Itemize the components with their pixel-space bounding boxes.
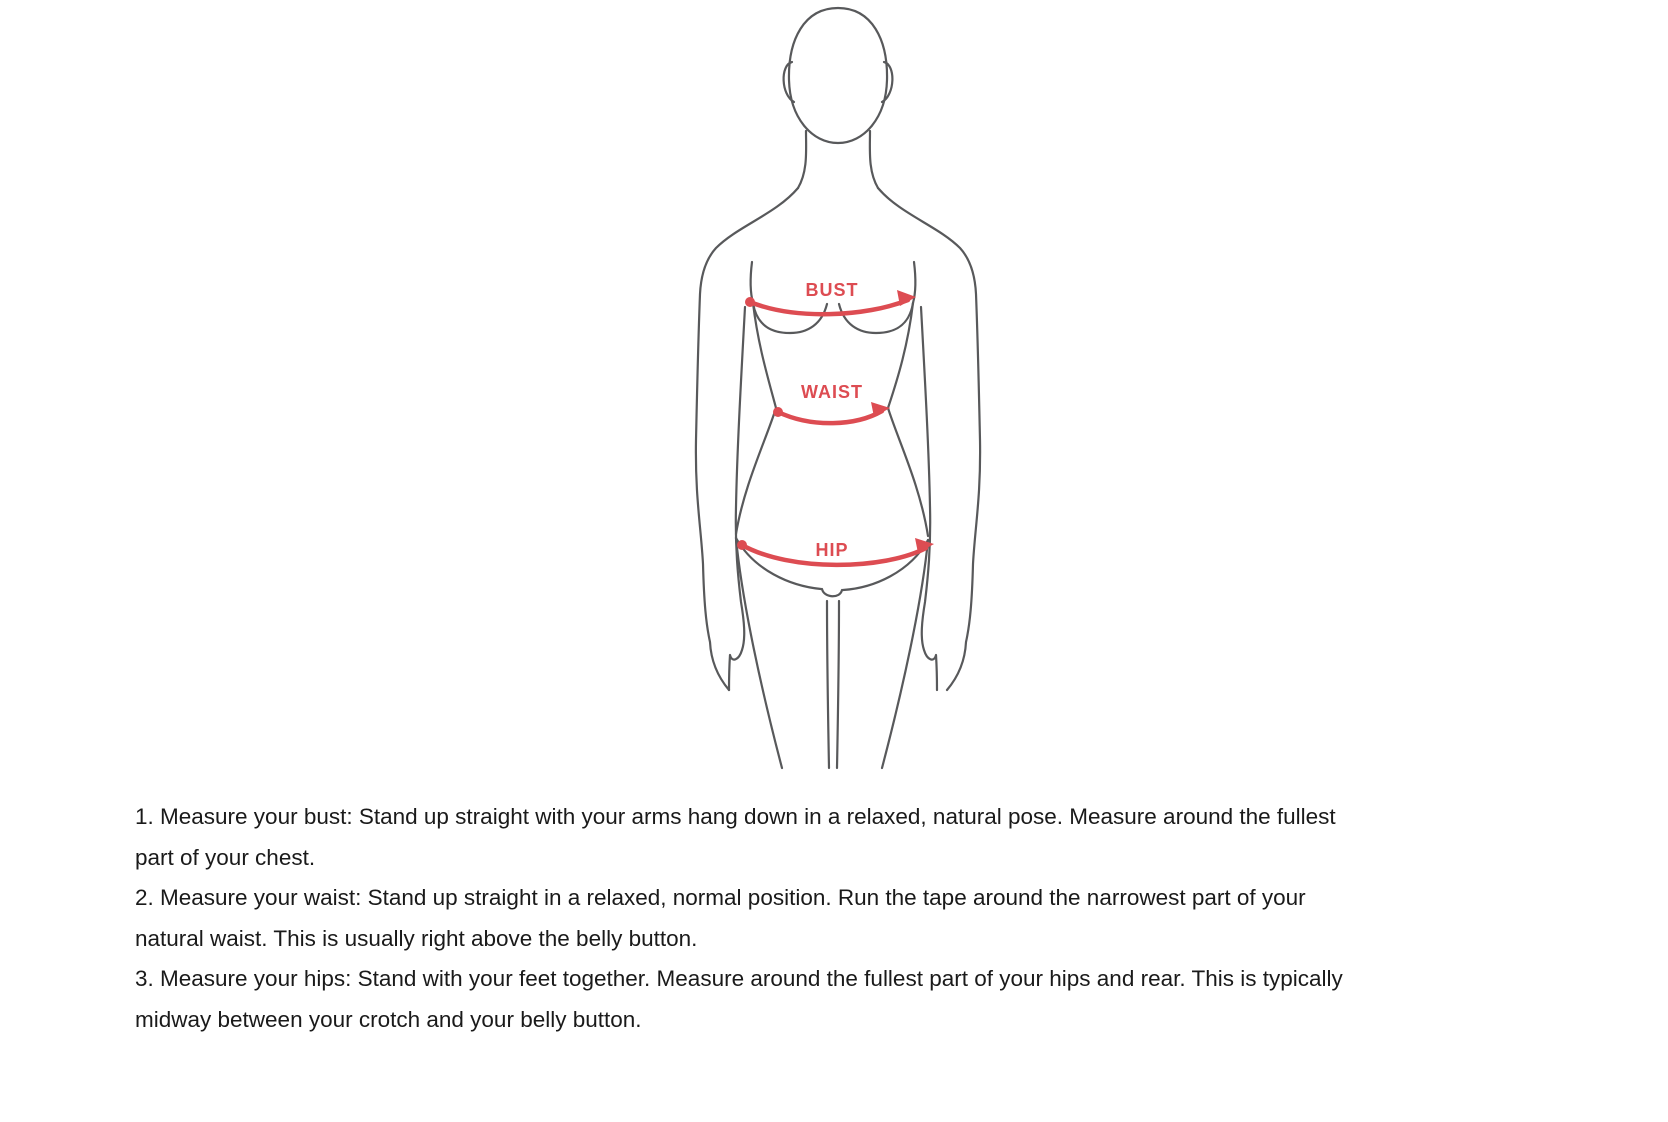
bust-label: BUST <box>805 280 859 300</box>
head-outline <box>789 8 887 143</box>
inner-thigh-right <box>837 601 839 768</box>
instruction-line: natural waist. This is usually right above the belly button. <box>135 925 698 951</box>
instruction-item-hips <box>135 959 1595 1040</box>
right-inner-arm-hand <box>921 307 937 690</box>
torso-right <box>888 303 913 408</box>
instruction-line: 2. Measure your waist: Stand up straight in a relaxed, normal position. Run the tape around the narrowest part of your <box>135 885 1306 911</box>
neck-left <box>798 131 806 188</box>
chest-top-left <box>751 262 753 303</box>
instruction-line: part of your chest. <box>135 844 316 870</box>
hip-measurement <box>737 538 934 565</box>
hip-label: HIP <box>815 540 849 560</box>
instruction-line: 1. Measure your bust: Stand up straight with your arms hang down in a relaxed, natural pose. Measure around the fullest <box>135 804 1336 829</box>
outer-thigh-right <box>882 540 928 768</box>
body-measurement-figure <box>630 0 1050 780</box>
bust-measurement <box>745 280 916 314</box>
bust-measurement-line <box>750 300 908 314</box>
left-inner-arm-hand <box>729 307 745 690</box>
torso-left <box>753 303 776 408</box>
instruction-line: 3. Measure your hips: Stand with your feet together. Measure around the fullest part of your hips and rear. This is typically <box>135 966 1343 992</box>
hip-flare-right <box>888 408 928 536</box>
waist-measurement-line <box>778 411 882 423</box>
waist-measurement <box>773 382 890 423</box>
hip-flare-left <box>736 408 776 534</box>
instruction-item-waist <box>135 878 1595 959</box>
crotch-notch <box>822 589 842 596</box>
outer-thigh-left <box>736 538 782 768</box>
neck-right <box>870 131 878 188</box>
waist-line-arrowhead <box>871 402 890 417</box>
measurement-instructions <box>135 797 1595 1041</box>
inner-thigh-left <box>827 601 829 768</box>
instruction-line: midway between your crotch and your belly button. <box>135 1006 642 1032</box>
instruction-item-bust <box>135 797 1595 878</box>
figure-wrap <box>630 0 1050 780</box>
waist-label: WAIST <box>801 382 863 402</box>
right-shoulder-arm <box>878 188 980 690</box>
